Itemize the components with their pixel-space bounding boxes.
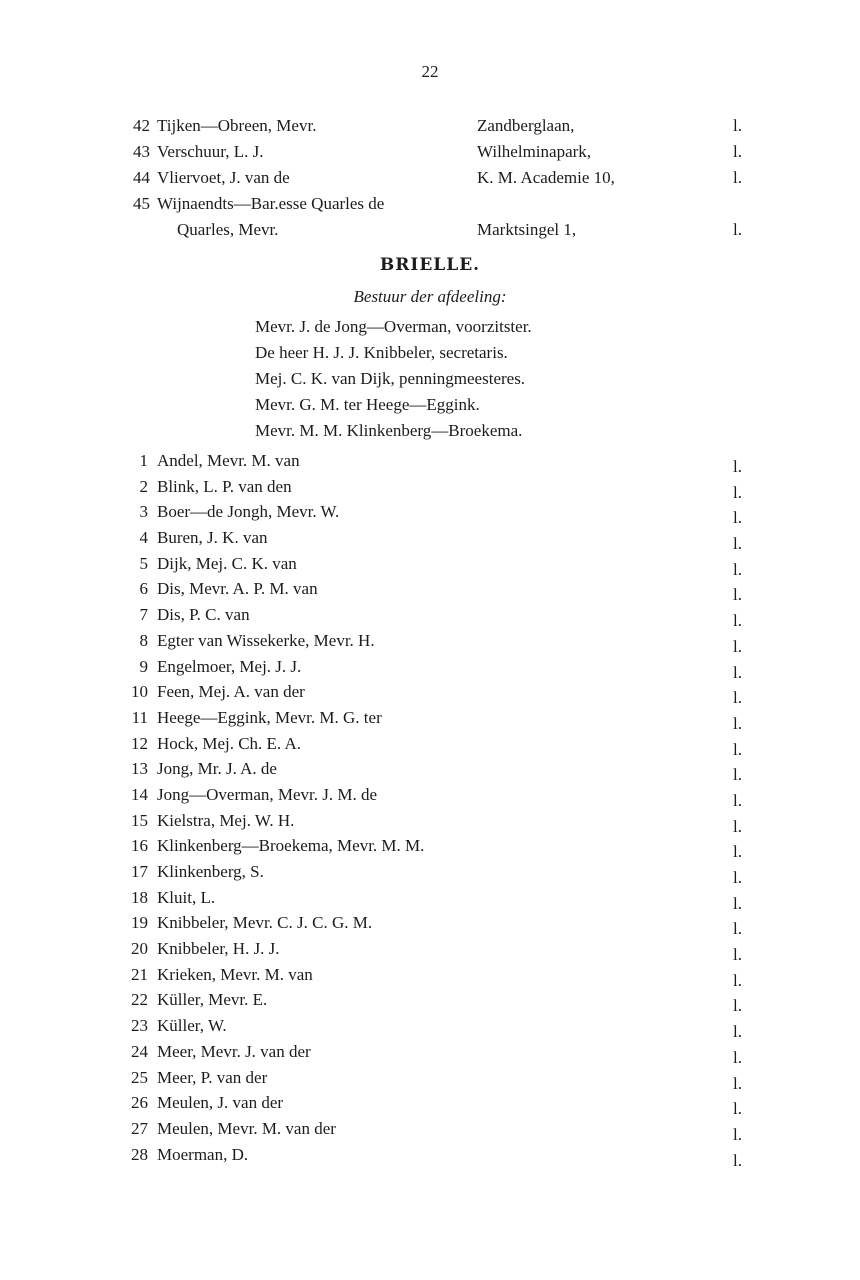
member-row: [0, 499, 860, 528]
member-row: [0, 731, 860, 757]
row-volume: l.: [733, 142, 742, 161]
board-member: Mevr. J. de Jong—Overman, voorzitster.: [255, 317, 532, 336]
row-name: Wijnaendts—Bar.esse Quarles de: [157, 194, 385, 213]
member-volume: l.: [733, 1150, 742, 1170]
member-volume: l.: [733, 636, 742, 656]
board-member: Mevr. G. M. ter Heege—Eggink.: [255, 395, 480, 414]
member-number: 1: [139, 451, 148, 470]
list-row: [0, 113, 860, 139]
row-name: Verschuur, L. J.: [157, 142, 264, 161]
list-row: [0, 191, 860, 217]
member-name: Jong—Overman, Mevr. J. M. de: [157, 784, 378, 804]
member-row: [0, 448, 860, 474]
row-number: 42: [133, 116, 150, 135]
member-volume: l.: [733, 1022, 742, 1042]
member-name: Engelmoer, Mej. J. J.: [157, 656, 302, 676]
member-row: [0, 1039, 860, 1065]
member-name: Hock, Mej. Ch. E. A.: [157, 733, 302, 753]
member-number: 18: [131, 887, 148, 907]
member-row: [0, 679, 860, 708]
member-name: Knibbeler, H. J. J.: [157, 939, 280, 959]
member-row: [0, 987, 860, 1016]
member-volume: l.: [733, 713, 742, 733]
member-number: 10: [131, 682, 148, 702]
member-name: Buren, J. K. van: [157, 528, 268, 548]
member-volume: l.: [733, 945, 742, 965]
member-number: 2: [139, 476, 148, 496]
member-number: 24: [131, 1041, 148, 1061]
member-name: Klinkenberg—Broekema, Mevr. M. M.: [157, 836, 425, 856]
member-volume: l.: [733, 688, 742, 708]
member-number: 25: [131, 1067, 148, 1087]
member-volume: l.: [733, 457, 742, 476]
member-row: [0, 962, 860, 988]
row-name: Vliervoet, J. van de: [157, 168, 290, 187]
member-row: [0, 474, 860, 500]
board-heading: Bestuur der afdeeling:: [353, 287, 507, 306]
member-row: [0, 654, 860, 680]
row-address: K. M. Academie 10,: [477, 168, 615, 187]
member-number: 23: [131, 1016, 148, 1036]
member-volume: l.: [733, 1047, 742, 1067]
member-name: Knibbeler, Mevr. C. J. C. G. M.: [157, 913, 373, 933]
member-row: [0, 1090, 860, 1119]
member-number: 9: [139, 656, 148, 676]
member-volume: l.: [733, 1099, 742, 1119]
member-row: [0, 885, 860, 911]
member-name: Dijk, Mej. C. K. van: [157, 553, 297, 573]
member-row: [0, 756, 860, 785]
member-row: [0, 525, 860, 554]
list-row: [0, 165, 860, 191]
board-member: De heer H. J. J. Knibbeler, secretaris.: [255, 343, 508, 362]
member-name: Küller, Mevr. E.: [157, 990, 268, 1010]
member-volume: l.: [733, 919, 742, 939]
member-name: Meer, P. van der: [157, 1067, 268, 1087]
member-row: [0, 576, 860, 605]
member-name: Feen, Mej. A. van der: [157, 682, 305, 702]
member-row: [0, 833, 860, 862]
member-row: [0, 859, 860, 885]
board-member: Mej. C. K. van Dijk, penningmeesteres.: [255, 369, 526, 388]
member-volume: l.: [733, 842, 742, 862]
member-name: Boer—de Jongh, Mevr. W.: [157, 502, 340, 522]
member-name: Egter van Wissekerke, Mevr. H.: [157, 630, 375, 650]
member-row: [0, 1142, 860, 1168]
member-name: Andel, Mevr. M. van: [157, 451, 300, 470]
member-row: [0, 910, 860, 939]
member-volume: l.: [733, 585, 742, 605]
member-volume: l.: [733, 508, 742, 528]
member-row: [0, 705, 860, 731]
member-number: 20: [131, 939, 148, 959]
member-name: Meulen, Mevr. M. van der: [157, 1118, 336, 1138]
member-number: 26: [131, 1093, 148, 1113]
row-number: 43: [133, 142, 150, 161]
member-name: Meer, Mevr. J. van der: [157, 1041, 311, 1061]
member-volume: l.: [733, 790, 742, 810]
member-volume: l.: [733, 765, 742, 785]
section-title: BRIELLE.: [379, 255, 481, 275]
member-volume: l.: [733, 739, 742, 759]
member-name: Jong, Mr. J. A. de: [157, 759, 277, 779]
member-number: 3: [139, 502, 148, 522]
member-volume: l.: [733, 534, 742, 554]
member-name: Moerman, D.: [157, 1144, 249, 1164]
member-number: 5: [139, 553, 148, 573]
member-row: [0, 551, 860, 577]
member-row: [0, 1065, 860, 1091]
member-number: 11: [131, 707, 148, 727]
member-name: Kluit, L.: [157, 887, 216, 907]
row-number: 44: [133, 168, 150, 187]
member-name: Blink, L. P. van den: [157, 476, 292, 496]
member-row: [0, 1116, 860, 1142]
row-volume: l.: [733, 116, 742, 135]
member-name: Dis, Mevr. A. P. M. van: [157, 579, 318, 599]
member-number: 21: [131, 964, 148, 984]
member-number: 22: [131, 990, 148, 1010]
row-volume: l.: [733, 168, 742, 187]
member-number: 16: [131, 836, 148, 856]
member-number: 15: [131, 810, 148, 830]
member-volume: l.: [733, 482, 742, 502]
list-row-continuation: [0, 217, 860, 243]
member-volume: l.: [733, 868, 742, 887]
page-number: 22: [421, 62, 439, 81]
member-row: [0, 628, 860, 654]
member-volume: l.: [733, 559, 742, 579]
member-list: [0, 448, 860, 1170]
member-row: [0, 936, 860, 965]
member-row: [0, 602, 860, 631]
member-volume: l.: [733, 816, 742, 836]
member-number: 4: [139, 528, 148, 548]
row-address: Wilhelminapark,: [477, 142, 592, 161]
member-volume: l.: [733, 662, 742, 682]
member-volume: l.: [733, 1073, 742, 1093]
member-number: 19: [131, 913, 148, 933]
member-row: [0, 808, 860, 834]
row-name: Tijken—Obreen, Mevr.: [157, 116, 317, 135]
member-number: 17: [131, 862, 148, 881]
row-number: 45: [133, 194, 150, 213]
member-number: 27: [131, 1118, 148, 1138]
member-volume: l.: [733, 893, 742, 913]
member-volume: l.: [733, 996, 742, 1016]
member-name: Klinkenberg, S.: [157, 862, 264, 881]
row-address: Marktsingel 1,: [477, 220, 577, 239]
member-volume: l.: [733, 970, 742, 990]
member-name: Heege—Eggink, Mevr. M. G. ter: [157, 707, 382, 727]
member-name: Dis, P. C. van: [157, 605, 250, 625]
member-name: Kielstra, Mej. W. H.: [157, 810, 295, 830]
member-number: 14: [131, 784, 148, 804]
member-number: 13: [131, 759, 148, 779]
board-member: Mevr. M. M. Klinkenberg—Broekema.: [255, 421, 523, 440]
row-name: Quarles, Mevr.: [177, 220, 279, 239]
member-number: 12: [131, 733, 148, 753]
member-name: Meulen, J. van der: [157, 1093, 284, 1113]
top-member-list: [0, 113, 860, 243]
row-volume: l.: [733, 220, 742, 239]
member-name: Küller, W.: [157, 1016, 227, 1036]
member-number: 8: [139, 630, 148, 650]
board-list: [255, 314, 815, 444]
member-number: 28: [131, 1144, 148, 1164]
member-volume: l.: [733, 611, 742, 631]
row-address: Zandberglaan,: [477, 116, 575, 135]
list-row: [0, 139, 860, 165]
member-name: Krieken, Mevr. M. van: [157, 964, 313, 984]
member-number: 6: [139, 579, 148, 599]
member-row: [0, 1013, 860, 1042]
member-volume: l.: [733, 1124, 742, 1144]
member-number: 7: [139, 605, 148, 625]
member-row: [0, 782, 860, 808]
